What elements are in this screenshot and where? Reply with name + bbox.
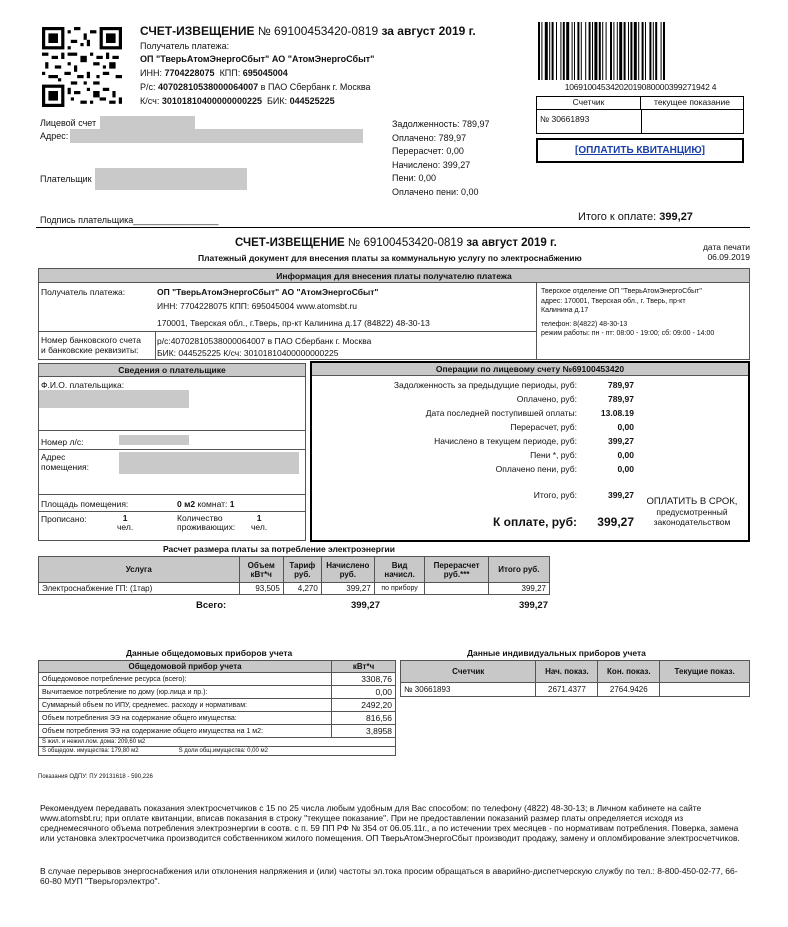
room-addr-redacted — [119, 452, 299, 474]
ops-block — [310, 361, 750, 542]
common-table — [38, 660, 396, 756]
footer-note1: Рекомендуем передавать показания электросчетчиков с 15 по 25 числа любым удобным для Вас способом: по телефону (4822) 48-30-13; в Личном кабинете на сайте www.atomsbt.ru; при оплате квитанции, вписав показания в строку "текущее показание". При не предоставлении показаний размер платы определяется исходя из среднемесячного объема потребления электроэнергии в соотв. с п. 59 ПП РФ № 354 от 06.05.11г., а по истечении трех месяцев - по нормативам потребления. Поверка, замена или установка электросчетчика производится собственником жилого помещения. ОП ТверьАтомЭнергоСбыт производит продажу, замену и опломбирование электросчетчиков. — [40, 803, 740, 843]
ops-label: Начислено в текущем периоде, руб: — [434, 436, 577, 446]
summary-recalc: Перерасчет: 0,00 — [392, 146, 464, 156]
residents-label: Количество проживающих: — [177, 513, 236, 532]
meter-current-input[interactable] — [641, 110, 743, 133]
ops-value: 789,97 — [608, 394, 634, 404]
payer-block — [38, 363, 306, 541]
calc-col: Вид начисл. — [374, 557, 425, 583]
top-inn-line: ИНН: 7704228075 КПП: 695045004 — [140, 68, 288, 78]
address-label: Адрес: — [40, 131, 69, 141]
pay-button[interactable] — [536, 138, 744, 163]
ops-label: Перерасчет, руб: — [510, 422, 577, 432]
calc-cell: по прибору — [374, 583, 425, 595]
info-block — [38, 268, 750, 360]
meter-box — [536, 96, 744, 134]
common-row — [39, 725, 396, 738]
common-row — [39, 673, 396, 686]
fio-redacted — [39, 390, 189, 408]
calc-cell: 399,27 — [488, 583, 549, 595]
cut-line — [36, 227, 750, 228]
summary-penalty-paid: Оплачено пени: 0,00 — [392, 186, 479, 197]
common-cell: 2492,20 — [332, 699, 396, 712]
ops-total: 399,27 — [608, 490, 634, 500]
common-header: Данные общедомовых приборов учета — [126, 648, 293, 658]
common-col-meter: Общедомовой прибор учета — [39, 661, 332, 673]
ops-pay-label: К оплате, руб: — [492, 515, 577, 529]
calc-col: Итого руб. — [488, 557, 549, 583]
common-table-wrap — [38, 660, 396, 756]
pay-link[interactable]: [ОПЛАТИТЬ КВИТАНЦИЮ] — [575, 145, 705, 156]
common-row — [39, 699, 396, 712]
summary-debt: Задолженность: 789,97 — [392, 119, 490, 129]
indiv-col: Текущие показ. — [660, 661, 750, 683]
calc-total-charged: 399,27 — [350, 600, 380, 611]
calc-table-wrap — [38, 556, 550, 595]
top-summary — [392, 118, 490, 199]
common-cell: Суммарный объем по ИПУ, среднемес. расходу и нормативам: — [39, 699, 332, 712]
indiv-col: Счетчик — [401, 661, 536, 683]
calc-col: Услуга — [39, 557, 240, 583]
payer-label: Плательщик — [40, 174, 92, 184]
calc-table — [38, 556, 550, 595]
indiv-cell — [660, 683, 750, 697]
doc-title: СЧЕТ-ИЗВЕЩЕНИЕ № 69100453420-0819 за август 2019 г. — [235, 237, 557, 249]
common-cell: Вычитаемое потребление по дому (юр.лица и пр.): — [39, 686, 332, 699]
calc-total-label: Всего: — [196, 600, 227, 611]
bank-label: Номер банковского счета и банковские реквизиты: — [41, 335, 141, 355]
summary-paid: Оплачено: 789,97 — [392, 132, 467, 143]
info-recipient-label: Получатель платежа: — [41, 287, 126, 297]
footer-note2: В случае перерывов энергоснабжения или отклонения напряжения и (или) частоты эл.тока просим обращаться в аварийно-диспетчерскую службу по тел.: 8-800-450-02-77, 66-60-80 МУП "Тверьгорэлектро". — [40, 866, 738, 886]
common-cell: Объем потребления ЭЭ на содержание общего имущества: — [39, 712, 332, 725]
residents-value: 1 чел. — [251, 513, 268, 532]
info-header: Информация для внесения платы получателю платежа — [39, 269, 749, 283]
account-label: Лицевой счет — [40, 118, 97, 128]
calc-total-sum: 399,27 — [518, 600, 548, 611]
bank-details: р/с:40702810538000064007 в ПАО Сбербанк г. Москва БИК: 044525225 К/сч: 30101810400000000225 — [157, 336, 372, 358]
ops-header: Операции по лицевому счету №69100453420 — [312, 363, 748, 376]
top-title: СЧЕТ-ИЗВЕЩЕНИЕ № 69100453420-0819 за август 2019 г. — [140, 24, 476, 38]
barcode-number: 10691004534202019080000399271942 4 — [564, 82, 717, 92]
indiv-cell: № 30661893 — [401, 683, 536, 697]
common-note1: S жил. и нежил.пом. дома: 209,60 м2 — [39, 738, 396, 747]
calc-cell: 93,505 — [239, 583, 283, 595]
summary-penalty: Пени: 0,00 — [392, 173, 436, 183]
common-cell: 3308,76 — [332, 673, 396, 686]
qr-code — [42, 27, 122, 107]
info-recipient-inn: ИНН: 7704228075 КПП: 695045004 www.atomsbt.ru — [157, 301, 358, 311]
top-recipient-label: Получатель платежа: — [140, 41, 230, 51]
top-rs-line: Р/с: 40702810538000064007 в ПАО Сбербанк г. Москва — [140, 82, 371, 92]
top-recipient-name: ОП "ТверьАтомЭнергоСбыт" АО "АтомЭнергоСбыт" — [140, 54, 375, 64]
common-note3: Показания ОДПУ: ПУ 29131618 - 590,226 — [38, 774, 153, 780]
info-hline — [39, 331, 536, 332]
indiv-cell: 2671.4377 — [536, 683, 598, 697]
common-col-kwh: кВт*ч — [332, 661, 396, 673]
common-cell: 3,8958 — [332, 725, 396, 738]
calc-cell — [425, 583, 488, 595]
calc-col: Объем кВт*ч — [239, 557, 283, 583]
calc-header: Расчет размера платы за потребление электроэнергии — [163, 544, 395, 554]
top-ks-line: К/сч: 30101810400000000225 БИК: 044525225 — [140, 96, 335, 106]
ops-value: 0,00 — [617, 422, 634, 432]
indiv-header: Данные индивидуальных приборов учета — [467, 648, 646, 658]
registered-value: 1 чел. — [117, 513, 134, 532]
info-divider — [536, 283, 537, 359]
barcode — [538, 22, 743, 80]
account-redacted — [100, 116, 195, 129]
ops-value: 0,00 — [617, 464, 634, 474]
indiv-table-wrap — [400, 660, 750, 697]
doc-subtitle: Платежный документ для внесения платы за коммунальную услугу по электроснабжению — [198, 253, 582, 263]
ops-label: Дата последней поступившей оплаты: — [425, 408, 577, 418]
branch-info: Тверское отделение ОП "ТверьАтомЭнергоСбыт" адрес: 170001, Тверская обл., г. Тверь, пр-кт Калинина д.17 телефон: 8(4822) 48-30-13 режим работы: пн - пт: 08:00 - 19:00; сб: 09:00 - 14:00 — [541, 288, 715, 338]
ops-pay: 399,27 — [597, 515, 634, 529]
ops-label: Пени *, руб: — [530, 450, 577, 460]
indiv-col: Нач. показ. — [536, 661, 598, 683]
indiv-cell: 2764.9426 — [598, 683, 660, 697]
calc-cell: 4,270 — [283, 583, 321, 595]
calc-col: Перерасчет руб.*** — [425, 557, 488, 583]
payer-redacted — [95, 168, 247, 190]
ops-total-label: Итого, руб: — [533, 490, 577, 500]
common-row — [39, 686, 396, 699]
calc-cell: 399,27 — [321, 583, 374, 595]
common-cell: 0,00 — [332, 686, 396, 699]
ops-value: 0,00 — [617, 450, 634, 460]
common-cell: 816,56 — [332, 712, 396, 725]
ops-label: Задолженность за предыдущие периоды, руб: — [393, 380, 577, 390]
meter-col-current: текущее показание — [641, 97, 743, 110]
account-no-redacted — [119, 435, 189, 445]
ops-label: Оплачено, руб: — [516, 394, 577, 404]
room-addr-label: Адрес помещения: — [41, 452, 89, 472]
summary-charged: Начислено: 399,27 — [392, 159, 471, 170]
common-note2: S общедом. имущества: 179,80 м2 S доли общ.имущества: 0,00 м2 — [39, 747, 396, 756]
bank-divider — [155, 331, 156, 359]
calc-col: Тариф руб. — [283, 557, 321, 583]
meter-number: № 30661893 — [540, 114, 590, 124]
signature-label: Подпись плательщика_________________ — [40, 215, 219, 225]
calc-cell: Электроснабжение ГП: (1тар) — [39, 583, 240, 595]
payer-header: Сведения о плательщике — [39, 364, 305, 377]
common-cell: Объем потребления ЭЭ на содержание общего имущества на 1 м2: — [39, 725, 332, 738]
indiv-table — [400, 660, 750, 697]
info-recipient-name: ОП "ТверьАтомЭнергоСбыт" АО "АтомЭнергоСбыт" — [157, 287, 379, 297]
indiv-col: Кон. показ. — [598, 661, 660, 683]
deadline-note: ОПЛАТИТЬ В СРОК, предусмотренный законодательством — [646, 496, 738, 527]
common-row — [39, 712, 396, 725]
ops-value: 789,97 — [608, 380, 634, 390]
account-no-label: Номер л/с: — [41, 437, 84, 447]
ops-label: Оплачено пени, руб: — [495, 464, 577, 474]
common-cell: Общедомовое потребление ресурса (всего): — [39, 673, 332, 686]
ops-value: 13.08.19 — [600, 408, 634, 418]
info-recipient-addr: 170001, Тверская обл., г.Тверь, пр-кт Калинина д.17 (84822) 48-30-13 — [157, 318, 430, 328]
meter-col-counter: Счетчик — [537, 97, 641, 110]
top-total: Итого к оплате: 399,27 — [578, 211, 693, 223]
registered-label: Прописано: — [41, 514, 87, 524]
area-label: Площадь помещения: — [41, 499, 129, 509]
print-date: дата печати 06.09.2019 — [702, 242, 750, 262]
address-redacted — [70, 129, 363, 143]
area-value: 0 м2 комнат: 1 — [177, 499, 235, 509]
calc-col: Начислено руб. — [321, 557, 374, 583]
fio-label: Ф.И.О. плательщика: — [41, 380, 125, 390]
ops-value: 399,27 — [608, 436, 634, 446]
